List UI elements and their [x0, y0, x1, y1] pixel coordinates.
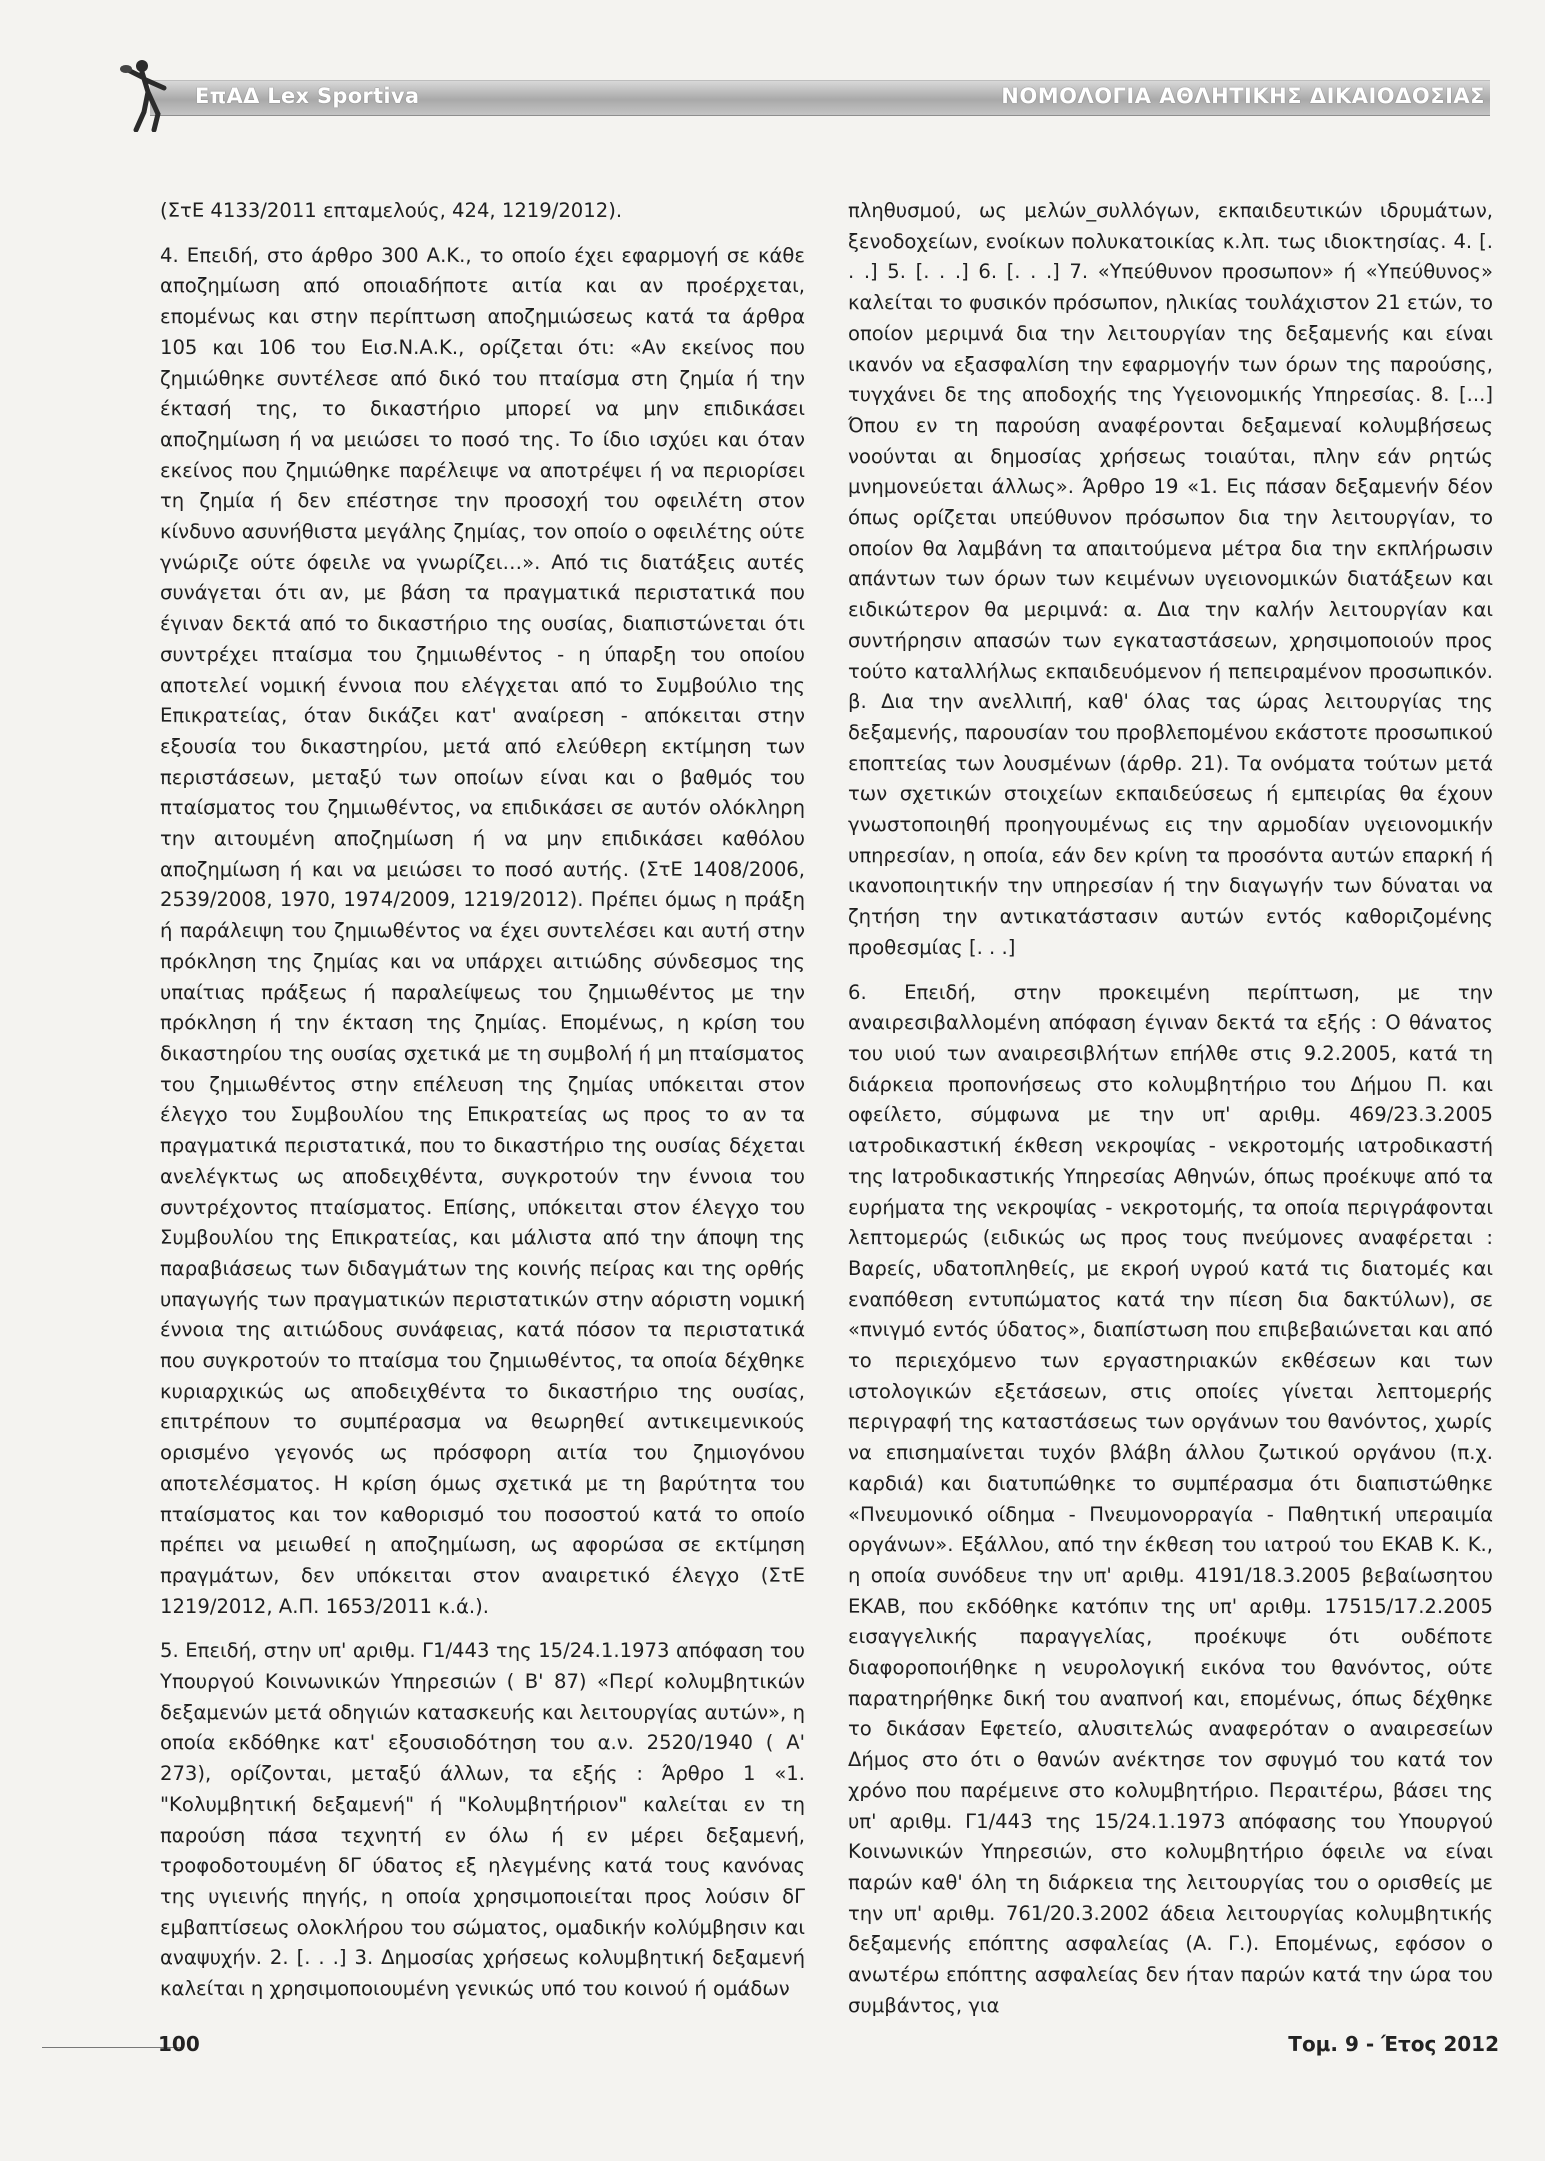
- section-title: ΝΟΜΟΛΟΓΙΑ ΑΘΛΗΤΙΚΗΣ ΔΙΚΑΙΟΔΟΣΙΑΣ: [1001, 84, 1485, 108]
- paragraph-6: 6. Επειδή, στην προκειμένη περίπτωση, με την αναιρεσιβαλλομένη απόφαση έγιναν δεκτά τα εξής : Ο θάνατος του υιού των αναιρεσιβλήτων επήλθε στις 9.2.2005, κατά τη διάρκεια προπονήσεως στο κολυμβητήριο του Δήμου Π. και οφείλετο, σύμφωνα με την υπ' αριθμ. 469/23.3.2005 ιατροδικαστική έκθεση νεκροψίας - νεκροτομής ιατροδικαστή της Ιατροδικαστικής Υπηρεσίας Αθηνών, όπως προέκυψε από τα ευρήματα της νεκροψίας - νεκροτομής, τα οποία περιγράφονται λεπτομερώς (ειδικώς ως προς τους πνεύμονες αναφέρεται : Βαρείς, υδατοπληθείς, με εκροή υγρού κατά τις διατομές και εναπόθεση εντυπώματος κατά την πίεση δια δακτύλων), σε «πνιγμό εντός ύδατος», διαπίστωση που επιβεβαιώνεται και από το περιεχόμενο των εργαστηριακών εκθέσεων και των ιστολογικών εξετάσεων, στις οποίες γίνεται λεπτομερής περιγραφή της καταστάσεως των οργάνων του θανόντος, χωρίς να επισημαίνεται τυχόν βλάβη άλλου ζωτικού οργάνου (π.χ. καρδιά) και διατυπώθηκε το συμπέρασμα ότι διαπιστώθηκε «Πνευμονικό οίδημα - Πνευμονορραγία - Παθητική υπεραιμία οργάνων». Εξάλλου, από την έκθεση του ιατρού του ΕΚΑΒ Κ. Κ., η οποία συνόδευε την υπ' αριθμ. 4191/18.3.2005 βεβαίωσητου ΕΚΑΒ, που εκδόθηκε κατόπιν της υπ' αριθμ. 17515/17.2.2005 εισαγγελικής παραγγελίας, προέκυψε ότι ουδέποτε διαφοροποιήθηκε η νευρολογική εικόνα του θανόντος, ούτε παρατηρήθηκε δική του αναπνοή και, επομένως, όπως δέχθηκε το δικάσαν Εφετείο, αλυσιτελώς αναφερόταν ο αναιρεσείων Δήμος στο ότι ο θανών ανέκτησε τον σφυγμό του κατά τον χρόνο που παρέμεινε στο κολυμβητήριο. Περαιτέρω, βάσει της υπ' αριθμ. Γ1/443 της 15/24.1.1973 απόφασης του Υπουργού Κοινωνικών Υπηρεσιών, στο κολυμβητήριο όφειλε να είναι παρών καθ' όλη τη διάρκεια της λειτουργίας του ο ορισθείς με την υπ' αριθμ. 761/20.3.2002 άδεια λειτουργίας κολυμβητικής δεξαμενής επόπτης ασφαλείας (Α. Γ.). Επομένως, εφόσον ο ανωτέρω επόπτης ασφαλείας δεν ήταν παρών κατά την ώρα του συμβάντος, για: [848, 980, 1493, 2017]
- paragraph-citation: (ΣτΕ 4133/2011 επταμελούς, 424, 1219/2012).: [160, 199, 623, 222]
- journal-title: ΕπΑΔ Lex Sportiva: [195, 84, 420, 108]
- volume-year: Τομ. 9 - Έτος 2012: [1288, 2032, 1499, 2056]
- left-column: [160, 196, 805, 2005]
- paragraph-5: 5. Επειδή, στην υπ' αριθμ. Γ1/443 της 15/24.1.1973 απόφαση του Υπουργού Κοινωνικών Υπηρεσιών ( Β' 87) «Περί κολυμβητικών δεξαμενών μετά οδηγιών κατασκευής και λειτουργίας αυτών», η οποία εκδόθηκε κατ' εξουσιοδότηση του α.ν. 2520/1940 ( Α' 273), ορίζονται, μεταξύ άλλων, τα εξής : Άρθρο 1 «1. "Κολυμβητική δεξαμενή" ή "Κολυμβητήριον" καλείται εν τη παρούση πάσα τεχνητή εν όλω ή εν μέρει δεξαμενή, τροφοδοτουμένη δΓ ύδατος εξ ηλεγμένης κατά τους κανόνας της υγιεινής πηγής, η οποία χρησιμοποιείται προς λούσιν δΓ εμβαπτίσεως ολοκλήρου του σώματος, ομαδικήν κολύμβησιν και αναψυχήν. 2. [. . .] 3. Δημοσίας χρήσεως κολυμβητική δεξαμενή καλείται η χρησιμοποιουμένη γενικώς υπό του κοινού ή ομάδων: [160, 1639, 805, 2001]
- discobolus-logo-icon: [118, 52, 178, 132]
- paragraph-5-continued: πληθυσμού, ως μελών_συλλόγων, εκπαιδευτικών ιδρυμάτων, ξενοδοχείων, ενοίκων πολυκατοικίας κ.λπ. τως ιδιοκτησίας. 4. [. . .] 5. [. . .] 6. [. . .] 7. «Υπεύθυνον προσωπον» ή «Υπεύθυνος» καλείται το φυσικόν πρόσωπον, ηλικίας τουλάχιστον 21 ετών, το οποίον μεριμνά δια την λειτουργίαν της δεξαμενής και είναι ικανόν να εξασφαλίση την εφαρμογήν των όρων της παρούσης, τυγχάνει δε της αποδοχής της Υγειονομικής Υπηρεσίας. 8. [...] Όπου εν τη παρούση αναφέρονται δεξαμεναί κολυμβήσεως νοούνται αι δημοσίας χρήσεως τοιαύται, πλην εάν ρητώς μνημονεύεται άλλως». Άρθρο 19 «1. Εις πάσαν δεξαμενήν δέον όπως ορίζεται υπεύθυνον πρόσωπον δια την λειτουργίαν, το οποίον θα λαμβάνη τα απαιτούμενα μέτρα δια την εκπλήρωσιν απάντων των όρων των κειμένων υγειονομικών διατάξεων και ειδικώτερον θα μεριμνά: α. Δια την καλήν λειτουργίαν και συντήρησιν απασών των εγκαταστάσεων, χρησιμοποιούν προς τούτο καταλλήλως εκπαιδευόμενον ή πεπειραμένον προσωπικόν. β. Δια την ανελλιπή, καθ' όλας τας ώρας λειτουργίας της δεξαμενής, παρουσίαν του προβλεπομένου εκάστοτε προσωπικού εποπτείας των λουσμένων (άρθρ. 21). Τα ονόματα τούτων μετά των σχετικών στοιχείων εκπαιδεύσεως ή εμπειρίας θα έχουν γνωστοποιηθή προηγουμένως εις την αρμοδίαν υγειονομικήν υπηρεσίαν, η οποία, εάν δεν κρίνη τα προσόντα αυτών επαρκή ή ικανοποιητικήν την υπηρεσίαν ή την διαγωγήν των δύναται να ζητήση την αντικατάστασιν αυτών εντός καθοριζομένης προθεσμίας [. . .]: [848, 199, 1493, 959]
- paragraph-4: 4. Επειδή, στο άρθρο 300 Α.Κ., το οποίο έχει εφαρμογή σε κάθε αποζημίωση από οποιαδήποτε αιτία και αν προέρχεται, επομένως και στην περίπτωση αποζημιώσεως κατά τα άρθρα 105 και 106 του Εισ.Ν.Α.Κ., ορίζεται ότι: «Αν εκείνος που ζημιώθηκε συντέλεσε από δικό του πταίσμα στη ζημία ή την έκτασή της, το δικαστήριο μπορεί να μην επιδικάσει αποζημίωση ή να μειώσει το ποσό της. Το ίδιο ισχύει και όταν εκείνος που ζημιώθηκε παρέλειψε να αποτρέψει ή να περιορίσει τη ζημία ή δεν επέστησε την προσοχή του οφειλέτη στον κίνδυνο ασυνήθιστα μεγάλης ζημίας, τον οποίο ο οφειλέτης ούτε γνώριζε ούτε όφειλε να γνωρίζει…». Από τις διατάξεις αυτές συνάγεται ότι αν, με βάση τα πραγματικά περιστατικά που έγιναν δεκτά από το δικαστήριο της ουσίας, διαπιστώνεται ότι συντρέχει πταίσμα του ζημιωθέντος - η ύπαρξη του οποίου αποτελεί νομική έννοια που ελέγχεται από το Συμβούλιο της Επικρατείας, όταν δικάζει κατ' αναίρεση - απόκειται στην εξουσία του δικαστηρίου, μετά από ελεύθερη εκτίμηση των περιστάσεων, μεταξύ των οποίων είναι και ο βαθμός του πταίσματος του ζημιωθέντος, να επιδικάσει σε αυτόν ολόκληρη την αιτουμένη αποζημίωση ή να μην επιδικάσει καθόλου αποζημίωση ή και να μειώσει το ποσό αυτής. (ΣτΕ 1408/2006, 2539/2008, 1970, 1974/2009, 1219/2012). Πρέπει όμως η πράξη ή παράλειψη του ζημιωθέντος να έχει συντελέσει και αυτή στην πρόκληση της ζημίας και να υπάρχει αιτιώδης σύνδεσμος της υπαίτιας πράξεως ή παραλείψεως του ζημιωθέντος με την πρόκληση ή την έκταση της ζημίας. Επομένως, η κρίση του δικαστηρίου της ουσίας σχετικά με τη συμβολή ή μη πταίσματος του ζημιωθέντος στην επέλευση της ζημίας υπόκειται στον έλεγχο του Συμβουλίου της Επικρατείας ως προς το αν τα πραγματικά περιστατικά, που το δικαστήριο της ουσίας δέχεται ανελέγκτως ως αποδειχθέντα, συγκροτούν την έννοια του συντρέχοντος πταίσματος. Επίσης, υπόκειται στον έλεγχο του Συμβουλίου της Επικρατείας, και μάλιστα από την άποψη της παραβιάσεως των διδαγμάτων της κοινής πείρας και της ορθής υπαγωγής των πραγματικών περιστατικών στην αόριστη νομική έννοια της αιτιώδους συνάφειας, κατά πόσον τα περιστατικά που συγκροτούν το πταίσμα του ζημιωθέντος, τα οποία δέχθηκε κυριαρχικώς ως αποδειχθέντα το δικαστήριο της ουσίας, επιτρέπουν το συμπέρασμα να θεωρηθεί αντικειμενικούς ορισμένο γεγονός ως πρόσφορη αιτία του ζημιογόνου αποτελέσματος. Η κρίση όμως σχετικά με τη βαρύτητα του πταίσματος και τον καθορισμό του ποσοστού κατά το οποίο πρέπει να μειωθεί η αποζημίωση, ως αφορώσα σε εκτίμηση πραγμάτων, δεν υπόκειται στον αναιρετικό έλεγχο (ΣτΕ 1219/2012, Α.Π. 1653/2011 κ.ά.).: [160, 243, 805, 1618]
- page-number: 100: [158, 2032, 200, 2056]
- right-column: [848, 196, 1493, 2021]
